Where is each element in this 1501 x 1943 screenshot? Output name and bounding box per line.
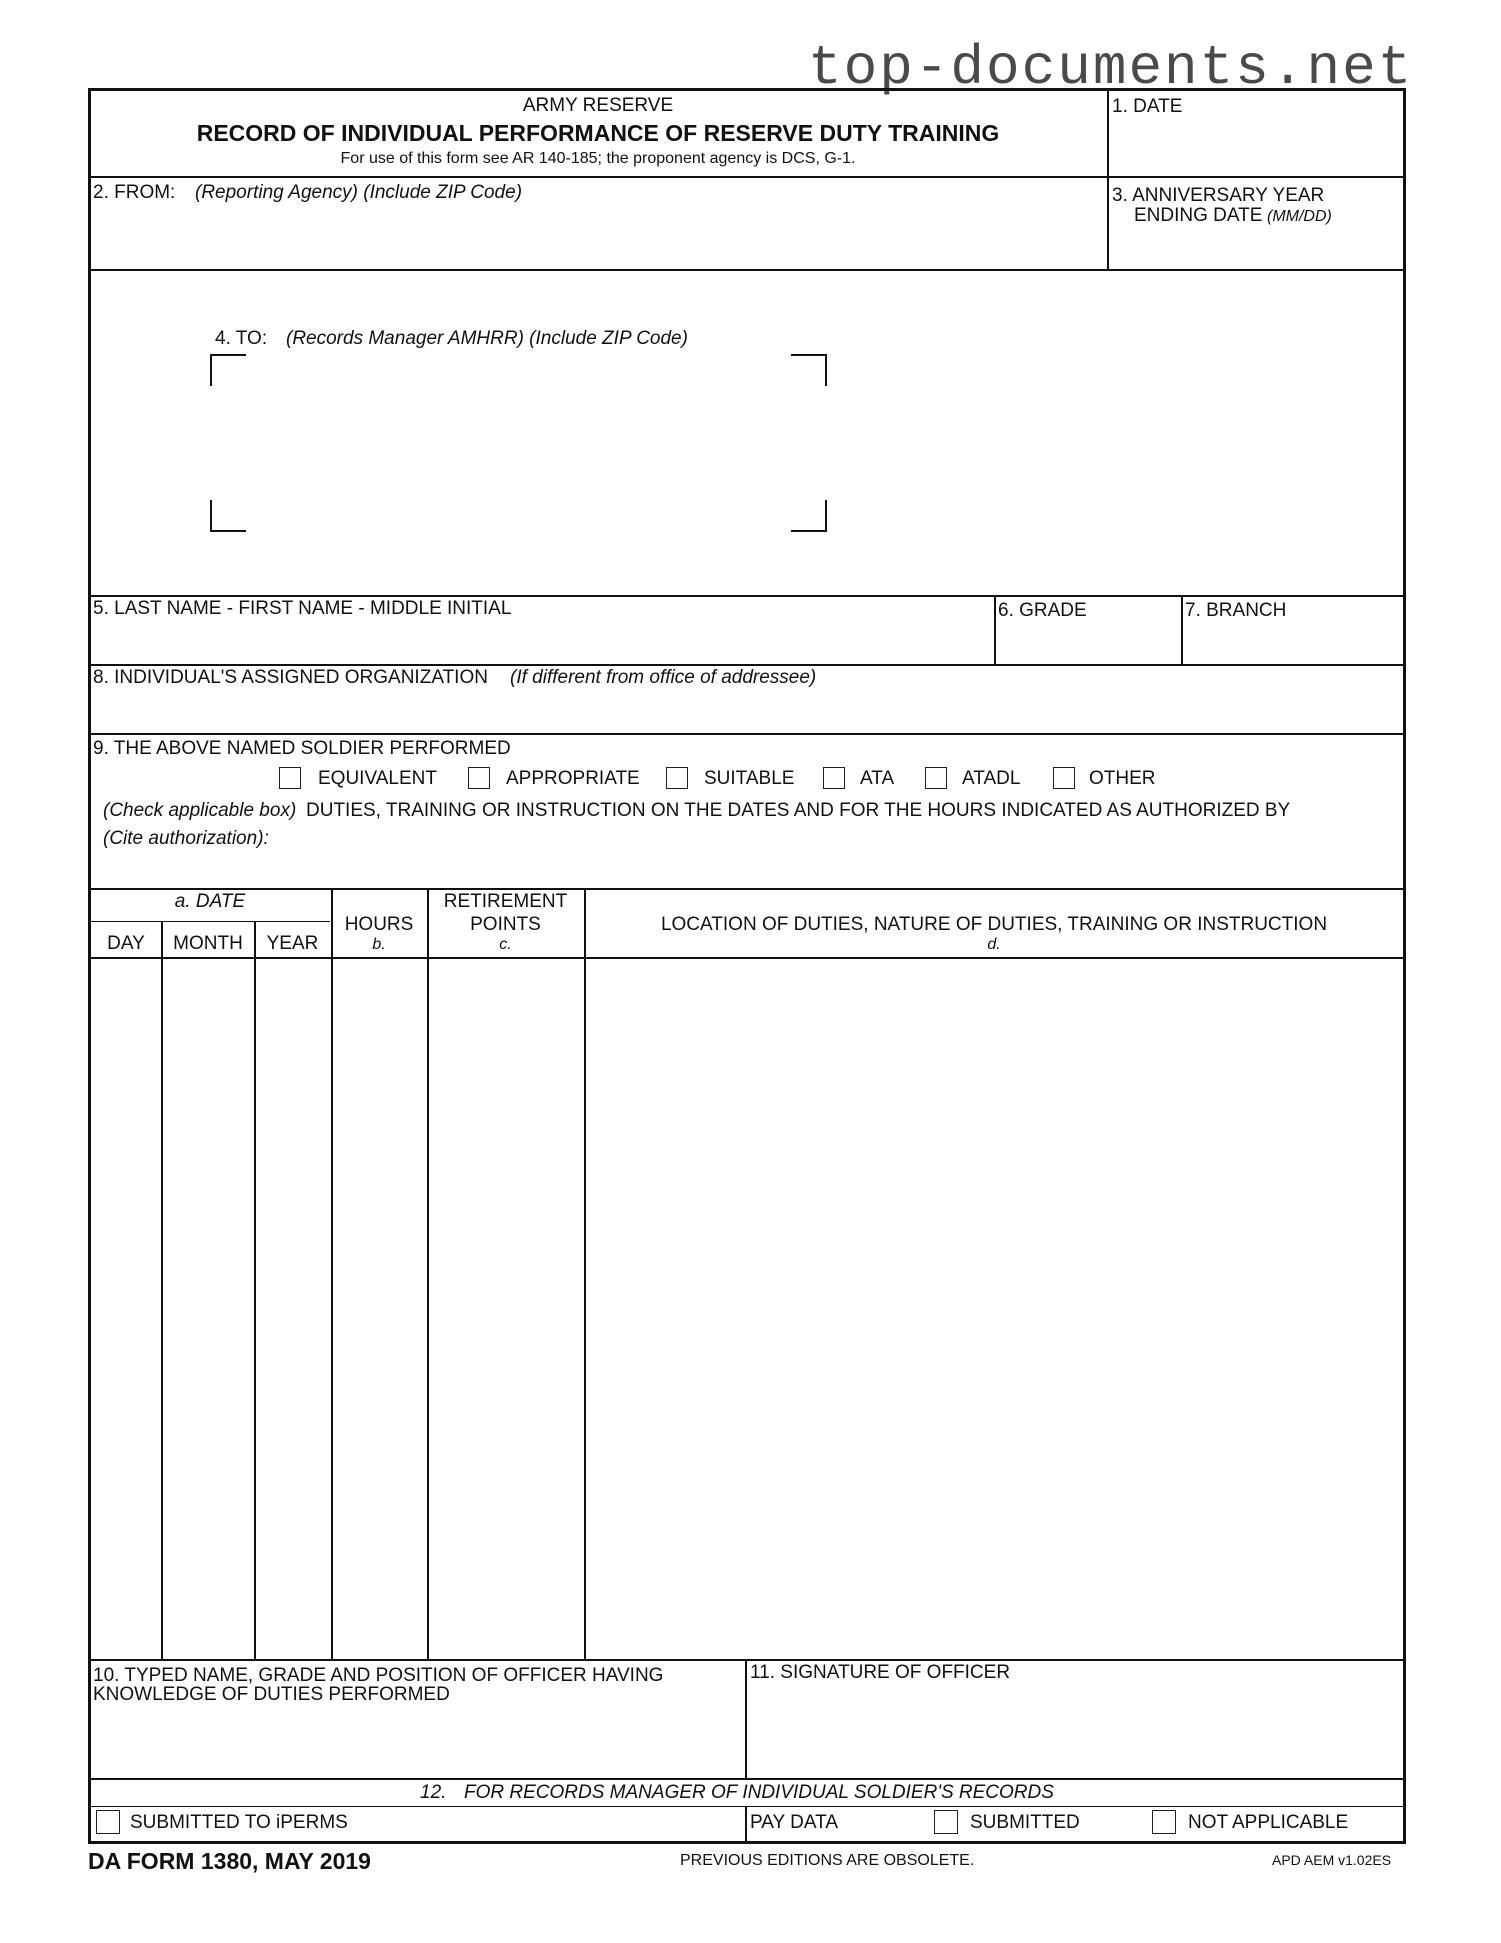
- address-corner-bottom-left: [210, 500, 246, 532]
- performed-label: 9. THE ABOVE NAMED SOLDIER PERFORMED: [93, 738, 511, 759]
- from-field-label: 2. FROM:: [93, 182, 176, 203]
- anniversary-year-label: 3. ANNIVERSARY YEAR: [1112, 185, 1325, 206]
- appropriate-label: APPROPRIATE: [506, 768, 640, 789]
- retirement-header: RETIREMENT: [443, 891, 568, 912]
- submitted-iperms-label: SUBMITTED TO iPERMS: [130, 1812, 348, 1833]
- ata-checkbox[interactable]: [823, 767, 845, 789]
- officer-signature-label: 11. SIGNATURE OF OFFICER: [750, 1662, 1011, 1683]
- equivalent-checkbox[interactable]: [279, 767, 301, 789]
- records-manager-heading: FOR RECORDS MANAGER OF INDIVIDUAL SOLDIER'S RECORDS: [464, 1782, 1054, 1803]
- pay-data-submitted-checkbox[interactable]: [934, 1810, 958, 1834]
- officer-name-label-line2: KNOWLEDGE OF DUTIES PERFORMED: [93, 1684, 450, 1705]
- pay-data-label: PAY DATA: [750, 1812, 838, 1833]
- name-field[interactable]: [92, 620, 992, 662]
- organization-field[interactable]: [92, 690, 1404, 732]
- anniversary-ending-label: ENDING DATE: [1134, 205, 1263, 226]
- watermark: top-documents.net: [808, 36, 1414, 100]
- to-address-field[interactable]: [210, 352, 825, 530]
- appropriate-checkbox[interactable]: [468, 767, 490, 789]
- anniversary-hint: (MM/DD): [1267, 208, 1332, 225]
- not-applicable-checkbox[interactable]: [1152, 1810, 1176, 1834]
- other-checkbox[interactable]: [1053, 767, 1075, 789]
- agency-heading: ARMY RESERVE: [522, 95, 674, 116]
- day-column-entries[interactable]: [92, 960, 160, 1658]
- year-header: YEAR: [266, 933, 319, 954]
- equivalent-label: EQUIVALENT: [318, 768, 437, 789]
- hours-header: HOURS: [344, 914, 414, 935]
- to-field-hint: (Records Manager AMHRR) (Include ZIP Code): [286, 328, 688, 349]
- name-field-label: 5. LAST NAME - FIRST NAME - MIDDLE INITIAL: [93, 598, 512, 619]
- officer-name-label-line1: 10. TYPED NAME, GRADE AND POSITION OF OFFICER HAVING: [93, 1665, 664, 1686]
- from-field[interactable]: [92, 200, 1104, 266]
- pay-data-submitted-label: SUBMITTED: [970, 1812, 1080, 1833]
- atadl-label: ATADL: [962, 768, 1021, 789]
- organization-hint: (If different from office of addressee): [510, 667, 817, 688]
- obsolete-notice: PREVIOUS EDITIONS ARE OBSOLETE.: [680, 1852, 975, 1869]
- address-corner-top-right: [791, 354, 827, 386]
- not-applicable-label: NOT APPLICABLE: [1188, 1812, 1349, 1833]
- retirement-points-entries[interactable]: [430, 960, 583, 1658]
- branch-field[interactable]: 7. BRANCH: [1185, 600, 1287, 621]
- points-header: POINTS: [470, 914, 541, 935]
- month-header: MONTH: [173, 933, 243, 954]
- atadl-checkbox[interactable]: [925, 767, 947, 789]
- from-field-hint: (Reporting Agency) (Include ZIP Code): [195, 182, 523, 203]
- form-number: DA FORM 1380, MAY 2019: [88, 1848, 371, 1874]
- organization-label: 8. INDIVIDUAL'S ASSIGNED ORGANIZATION: [93, 667, 488, 688]
- date-field[interactable]: 1. DATE: [1112, 96, 1183, 117]
- other-label: OTHER: [1089, 768, 1156, 789]
- form-title: RECORD OF INDIVIDUAL PERFORMANCE OF RESERVE DUTY TRAINING: [196, 120, 1000, 146]
- version-label: APD AEM v1.02ES: [1272, 1852, 1392, 1868]
- officer-signature-field[interactable]: [748, 1686, 1403, 1776]
- officer-name-field[interactable]: [92, 1706, 742, 1776]
- grade-field[interactable]: 6. GRADE: [998, 600, 1087, 621]
- suitable-label: SUITABLE: [704, 768, 795, 789]
- retirement-letter: c.: [499, 936, 512, 953]
- day-header: DAY: [107, 933, 145, 954]
- anniversary-date-field[interactable]: [1110, 230, 1404, 268]
- address-corner-bottom-right: [791, 500, 827, 532]
- hours-letter: b.: [372, 936, 386, 953]
- month-column-entries[interactable]: [164, 960, 253, 1658]
- location-duties-entries[interactable]: [587, 960, 1403, 1658]
- form-subtitle: For use of this form see AR 140-185; the proponent agency is DCS, G-1.: [340, 150, 856, 167]
- records-manager-number: 12.: [420, 1782, 447, 1803]
- year-column-entries[interactable]: [257, 960, 330, 1658]
- address-corner-top-left: [210, 354, 246, 386]
- duties-authorization-text: DUTIES, TRAINING OR INSTRUCTION ON THE DATES AND FOR THE HOURS INDICATED AS AUTHORIZED BY: [306, 800, 1291, 821]
- location-header: LOCATION OF DUTIES, NATURE OF DUTIES, TRAINING OR INSTRUCTION: [660, 914, 1328, 935]
- hours-column-entries[interactable]: [334, 960, 426, 1658]
- check-box-hint: (Check applicable box): [103, 800, 297, 821]
- authorization-field[interactable]: [290, 826, 1400, 886]
- date-group-header: a. DATE: [174, 891, 246, 912]
- cite-authorization-label: (Cite authorization):: [103, 828, 269, 849]
- to-field-label: 4. TO:: [215, 328, 268, 349]
- submitted-iperms-checkbox[interactable]: [96, 1810, 120, 1834]
- suitable-checkbox[interactable]: [666, 767, 688, 789]
- location-letter: d.: [987, 936, 1001, 953]
- ata-label: ATA: [860, 768, 895, 789]
